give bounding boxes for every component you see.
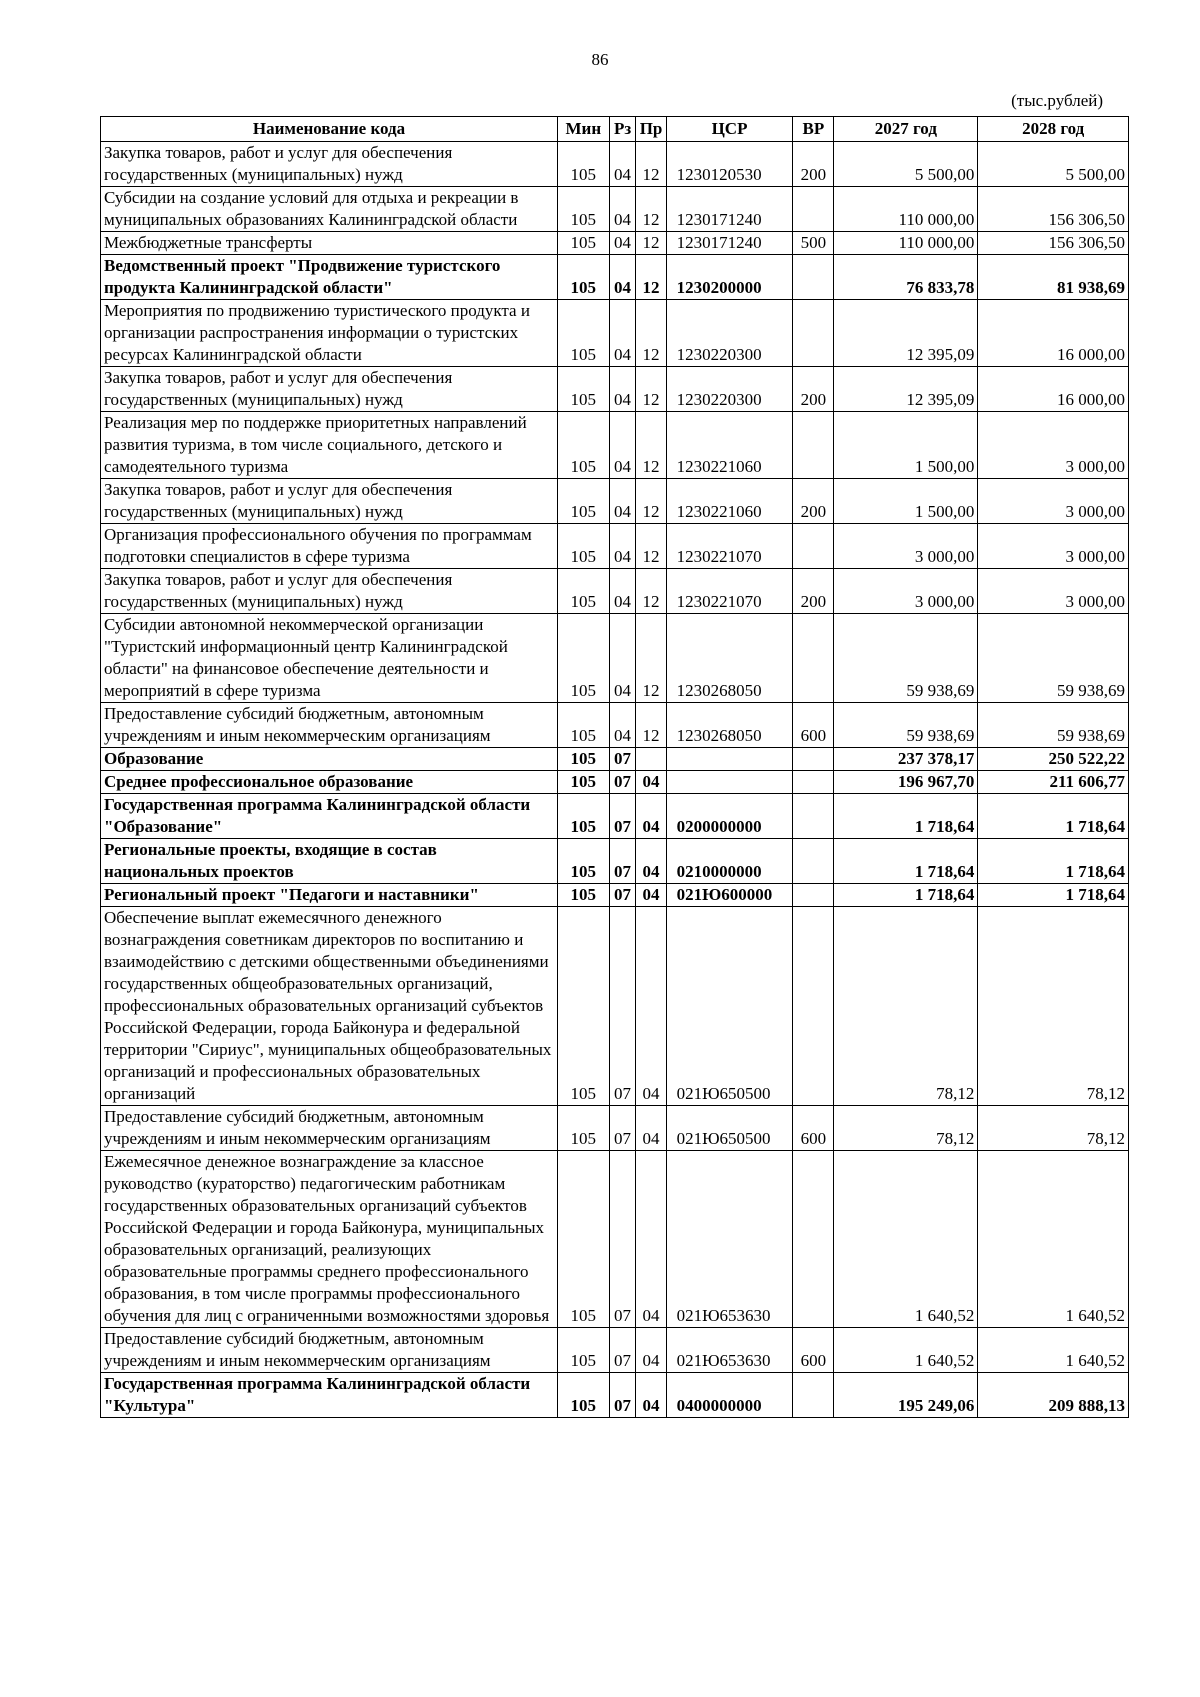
row-pr: 12 [636,187,666,232]
row-2028: 16 000,00 [978,367,1129,412]
row-rz: 07 [609,771,636,794]
header-2028: 2028 год [978,117,1129,142]
row-rz: 04 [609,524,636,569]
table-row [101,300,1129,367]
row-2028: 1 718,64 [978,839,1129,884]
row-2028: 78,12 [978,907,1129,1106]
row-name: Государственная программа Калининградской области "Культура" [101,1373,558,1418]
row-rz: 04 [609,300,636,367]
row-2028: 1 640,52 [978,1151,1129,1328]
row-2027: 1 718,64 [834,839,978,884]
row-min: 105 [558,569,610,614]
row-name: Закупка товаров, работ и услуг для обеспечения государственных (муниципальных) нужд [101,142,558,187]
row-pr: 04 [636,1151,666,1328]
row-2028: 81 938,69 [978,255,1129,300]
row-rz: 07 [609,839,636,884]
row-name: Субсидии автономной некоммерческой организации "Туристский информационный центр Калининградской области" на финансовое обеспечение деятельности и мероприятий в сфере туризма [101,614,558,703]
row-2027: 76 833,78 [834,255,978,300]
row-min: 105 [558,187,610,232]
row-min: 105 [558,300,610,367]
row-csr [666,771,793,794]
row-2027: 59 938,69 [834,703,978,748]
table-row [101,1151,1129,1328]
row-vr [793,771,834,794]
row-vr: 600 [793,1328,834,1373]
row-rz: 04 [609,614,636,703]
row-2027: 110 000,00 [834,232,978,255]
row-rz: 04 [609,255,636,300]
row-2028: 1 718,64 [978,794,1129,839]
page-number: 86 [591,50,609,69]
row-csr: 1230268050 [666,703,793,748]
row-rz: 07 [609,748,636,771]
row-vr [793,412,834,479]
row-min: 105 [558,614,610,703]
header-csr: ЦСР [666,117,793,142]
row-csr: 1230221060 [666,412,793,479]
row-name: Региональный проект "Педагоги и наставники" [101,884,558,907]
row-csr: 1230221070 [666,524,793,569]
row-name: Закупка товаров, работ и услуг для обеспечения государственных (муниципальных) нужд [101,479,558,524]
row-csr: 021Ю653630 [666,1328,793,1373]
row-csr: 1230120530 [666,142,793,187]
row-2027: 195 249,06 [834,1373,978,1418]
row-min: 105 [558,232,610,255]
row-min: 105 [558,703,610,748]
row-2028: 156 306,50 [978,232,1129,255]
table-row [101,142,1129,187]
row-vr: 200 [793,479,834,524]
header-name: Наименование кода [101,117,558,142]
row-csr [666,748,793,771]
row-name: Региональные проекты, входящие в состав национальных проектов [101,839,558,884]
row-csr: 021Ю653630 [666,1151,793,1328]
row-2028: 211 606,77 [978,771,1129,794]
row-csr: 0200000000 [666,794,793,839]
row-csr: 1230171240 [666,232,793,255]
row-2027: 1 718,64 [834,884,978,907]
table-row [101,367,1129,412]
table-row [101,569,1129,614]
row-rz: 07 [609,1151,636,1328]
row-2027: 1 640,52 [834,1328,978,1373]
row-2027: 1 500,00 [834,412,978,479]
row-2027: 1 500,00 [834,479,978,524]
row-csr: 1230221070 [666,569,793,614]
row-2028: 3 000,00 [978,479,1129,524]
row-min: 105 [558,367,610,412]
row-name: Организация профессионального обучения по программам подготовки специалистов в сфере туризма [101,524,558,569]
row-min: 105 [558,794,610,839]
row-name: Реализация мер по поддержке приоритетных направлений развития туризма, в том числе социального, детского и самодеятельного туризма [101,412,558,479]
row-min: 105 [558,142,610,187]
row-csr: 1230220300 [666,300,793,367]
row-2028: 209 888,13 [978,1373,1129,1418]
row-pr: 12 [636,614,666,703]
row-rz: 07 [609,884,636,907]
row-name: Ведомственный проект "Продвижение туристского продукта Калининградской области" [101,255,558,300]
row-2027: 1 640,52 [834,1151,978,1328]
row-name: Ежемесячное денежное вознаграждение за классное руководство (кураторство) педагогическим работникам государственных образовательных организаций субъектов Российской Федерации и города Байконура, муниципальных образовательных организаций, реализующих образовательные программы среднего профессионального образования, в том числе программы профессионального обучения для лиц с ограниченными возможностями здоровья [101,1151,558,1328]
row-vr: 600 [793,703,834,748]
row-vr [793,187,834,232]
row-pr: 04 [636,1106,666,1151]
row-pr: 04 [636,884,666,907]
row-csr: 1230171240 [666,187,793,232]
row-min: 105 [558,479,610,524]
table-row [101,907,1129,1106]
row-2027: 237 378,17 [834,748,978,771]
row-rz: 04 [609,412,636,479]
row-name: Закупка товаров, работ и услуг для обеспечения государственных (муниципальных) нужд [101,367,558,412]
row-vr [793,300,834,367]
row-rz: 07 [609,1328,636,1373]
row-pr: 12 [636,412,666,479]
row-csr: 1230200000 [666,255,793,300]
row-csr: 021Ю600000 [666,884,793,907]
row-csr: 0400000000 [666,1373,793,1418]
row-vr: 200 [793,367,834,412]
row-vr [793,794,834,839]
row-2028: 3 000,00 [978,524,1129,569]
row-min: 105 [558,1328,610,1373]
row-pr: 04 [636,839,666,884]
row-csr: 1230221060 [666,479,793,524]
row-min: 105 [558,1373,610,1418]
row-name: Среднее профессиональное образование [101,771,558,794]
row-2027: 78,12 [834,1106,978,1151]
row-vr: 200 [793,569,834,614]
row-name: Обеспечение выплат ежемесячного денежного вознаграждения советникам директоров по воспитанию и взаимодействию с детскими общественными объединениями государственных общеобразовательных организаций, профессиональных образовательных организаций субъектов Российской Федерации, города Байконура и федеральной территории "Сириус", муниципальных общеобразовательных организаций и профессиональных образовательных организаций [101,907,558,1106]
row-rz: 04 [609,569,636,614]
header-2027: 2027 год [834,117,978,142]
row-2028: 3 000,00 [978,569,1129,614]
row-2028: 3 000,00 [978,412,1129,479]
row-2027: 3 000,00 [834,569,978,614]
row-name: Предоставление субсидий бюджетным, автономным учреждениям и иным некоммерческим организациям [101,703,558,748]
header-pr: Пр [636,117,666,142]
row-min: 105 [558,412,610,479]
row-min: 105 [558,907,610,1106]
row-min: 105 [558,255,610,300]
row-pr: 12 [636,703,666,748]
row-pr: 12 [636,524,666,569]
row-vr [793,839,834,884]
row-vr [793,748,834,771]
row-pr: 12 [636,367,666,412]
row-pr: 12 [636,569,666,614]
row-pr: 12 [636,255,666,300]
row-min: 105 [558,1151,610,1328]
units-label: (тыс.рублей) [1011,91,1103,110]
row-rz: 04 [609,232,636,255]
row-2027: 5 500,00 [834,142,978,187]
row-min: 105 [558,748,610,771]
table-row [101,524,1129,569]
row-2027: 12 395,09 [834,367,978,412]
row-rz: 07 [609,1373,636,1418]
row-rz: 07 [609,907,636,1106]
table-header-row [101,117,1129,142]
row-min: 105 [558,524,610,569]
row-rz: 04 [609,142,636,187]
row-vr [793,255,834,300]
row-pr: 04 [636,771,666,794]
row-name: Образование [101,748,558,771]
header-vr: ВР [793,117,834,142]
table-row [101,1106,1129,1151]
budget-table [100,116,1129,1418]
row-2027: 110 000,00 [834,187,978,232]
row-min: 105 [558,884,610,907]
row-min: 105 [558,839,610,884]
row-vr: 500 [793,232,834,255]
row-2028: 5 500,00 [978,142,1129,187]
row-2028: 250 522,22 [978,748,1129,771]
row-name: Предоставление субсидий бюджетным, автономным учреждениям и иным некоммерческим организациям [101,1106,558,1151]
table-row [101,839,1129,884]
row-min: 105 [558,771,610,794]
row-vr [793,614,834,703]
row-pr: 12 [636,479,666,524]
table-body [101,142,1129,1418]
row-2027: 196 967,70 [834,771,978,794]
row-name: Межбюджетные трансферты [101,232,558,255]
row-rz: 04 [609,187,636,232]
row-pr: 12 [636,232,666,255]
row-pr: 12 [636,142,666,187]
row-rz: 07 [609,794,636,839]
row-pr: 12 [636,300,666,367]
table-row [101,412,1129,479]
row-pr: 04 [636,907,666,1106]
row-2027: 59 938,69 [834,614,978,703]
row-vr [793,907,834,1106]
table-row [101,703,1129,748]
row-rz: 07 [609,1106,636,1151]
row-2028: 16 000,00 [978,300,1129,367]
table-row [101,255,1129,300]
row-name: Закупка товаров, работ и услуг для обеспечения государственных (муниципальных) нужд [101,569,558,614]
row-name: Мероприятия по продвижению туристического продукта и организации распространения информации о туристских ресурсах Калининградской области [101,300,558,367]
row-name: Субсидии на создание условий для отдыха и рекреации в муниципальных образованиях Калининградской области [101,187,558,232]
row-2027: 12 395,09 [834,300,978,367]
row-2028: 1 718,64 [978,884,1129,907]
row-pr: 04 [636,794,666,839]
header-rz: Рз [609,117,636,142]
row-vr: 600 [793,1106,834,1151]
table-row [101,232,1129,255]
row-csr: 021Ю650500 [666,907,793,1106]
row-csr: 1230268050 [666,614,793,703]
table-row [101,794,1129,839]
row-pr: 04 [636,1328,666,1373]
row-2028: 78,12 [978,1106,1129,1151]
row-name: Государственная программа Калининградской области "Образование" [101,794,558,839]
row-rz: 04 [609,479,636,524]
row-csr: 1230220300 [666,367,793,412]
table-row [101,479,1129,524]
table-row [101,1328,1129,1373]
row-2027: 1 718,64 [834,794,978,839]
row-2028: 156 306,50 [978,187,1129,232]
table-row [101,771,1129,794]
row-min: 105 [558,1106,610,1151]
row-csr: 021Ю650500 [666,1106,793,1151]
table-row [101,614,1129,703]
row-2027: 3 000,00 [834,524,978,569]
row-2028: 59 938,69 [978,703,1129,748]
row-2027: 78,12 [834,907,978,1106]
row-csr: 0210000000 [666,839,793,884]
table-row [101,748,1129,771]
row-rz: 04 [609,703,636,748]
table-row [101,187,1129,232]
row-vr [793,1373,834,1418]
table-row [101,884,1129,907]
row-vr [793,524,834,569]
row-2028: 59 938,69 [978,614,1129,703]
row-name: Предоставление субсидий бюджетным, автономным учреждениям и иным некоммерческим организациям [101,1328,558,1373]
row-rz: 04 [609,367,636,412]
row-vr [793,1151,834,1328]
row-2028: 1 640,52 [978,1328,1129,1373]
header-min: Мин [558,117,610,142]
row-pr: 04 [636,1373,666,1418]
row-pr [636,748,666,771]
row-vr: 200 [793,142,834,187]
table-row [101,1373,1129,1418]
row-vr [793,884,834,907]
